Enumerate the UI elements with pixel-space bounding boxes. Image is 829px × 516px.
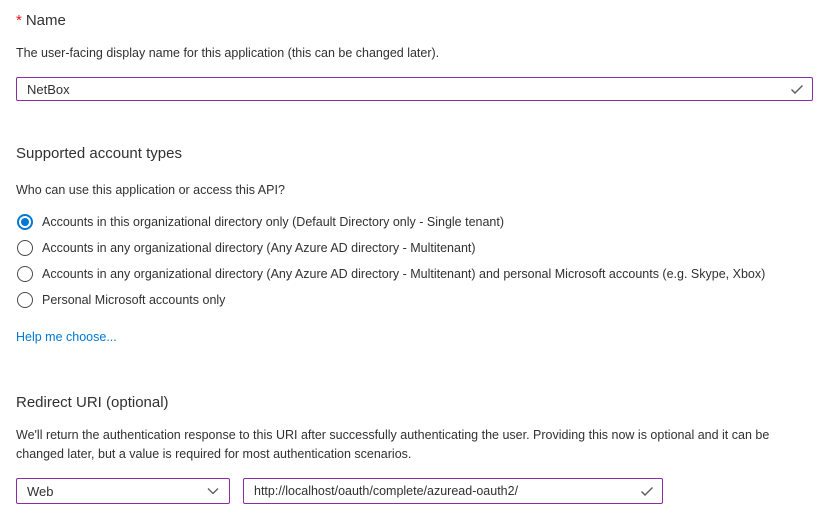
account-type-option-label: Accounts in any organizational directory (Any Azure AD directory - Multitenant) and personal Microsoft accounts (e.g. Skype, Xbox)	[42, 267, 766, 281]
platform-select[interactable]	[16, 478, 230, 504]
chevron-down-icon	[206, 484, 220, 498]
account-type-option[interactable]	[16, 209, 813, 235]
radio-button-icon[interactable]	[17, 240, 33, 256]
name-input[interactable]	[16, 77, 813, 101]
account-type-radio-group	[16, 209, 813, 313]
account-type-option-label: Accounts in this organizational directory only (Default Directory only - Single tenant)	[42, 215, 505, 229]
account-types-heading: Supported account types	[16, 145, 182, 162]
radio-button-icon[interactable]	[17, 214, 33, 230]
radio-button-icon[interactable]	[17, 292, 33, 308]
redirect-uri-description: We'll return the authentication response to this URI after successfully authenticating the user. Providing this now is optional and it can be changed later, but a value is required for most authentication scenarios.	[16, 428, 770, 461]
uri-input-wrap	[243, 478, 663, 504]
account-type-option[interactable]	[16, 261, 813, 287]
radio-button-icon[interactable]	[17, 266, 33, 282]
platform-select-value: Web	[27, 483, 54, 499]
account-type-option[interactable]	[16, 287, 813, 313]
required-asterisk: *	[16, 12, 22, 29]
account-type-option-label: Accounts in any organizational directory (Any Azure AD directory - Multitenant)	[42, 241, 476, 255]
account-types-question: Who can use this application or access this API?	[16, 183, 285, 197]
section-spacer	[16, 101, 813, 143]
redirect-uri-row	[16, 478, 813, 504]
name-label: Name	[25, 12, 66, 29]
name-input-wrap	[16, 77, 813, 101]
name-section-heading	[16, 10, 813, 32]
redirect-uri-input[interactable]	[243, 478, 663, 504]
account-type-option-label: Personal Microsoft accounts only	[42, 293, 226, 307]
redirect-uri-heading: Redirect URI (optional)	[16, 394, 169, 411]
account-type-option[interactable]	[16, 235, 813, 261]
name-description: The user-facing display name for this application (this can be changed later).	[16, 46, 440, 60]
help-me-choose-link[interactable]: Help me choose...	[16, 330, 117, 344]
